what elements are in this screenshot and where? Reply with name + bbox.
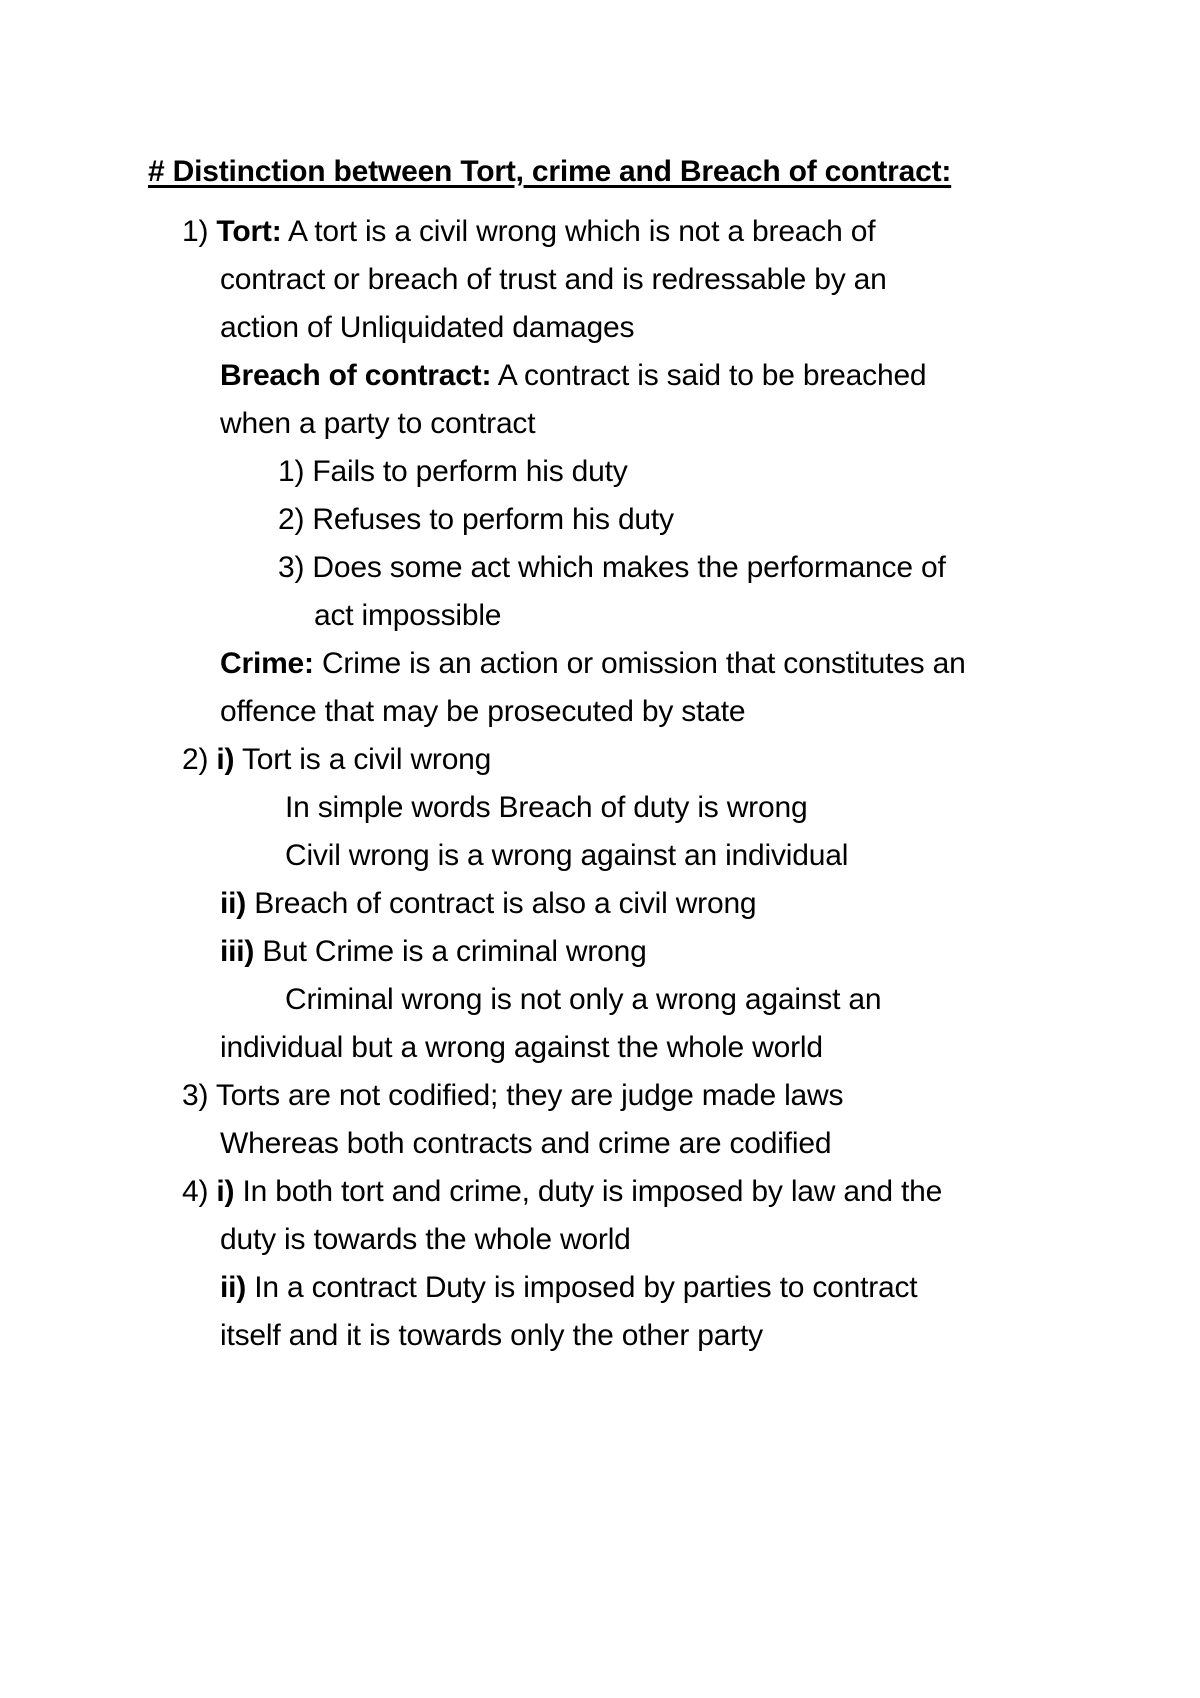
page-title: # Distinction between Tort, crime and Breach of contract:: [148, 155, 952, 188]
point-ii-line: [220, 884, 756, 924]
point-iii-line-2: Criminal wrong is not only a wrong against an: [285, 983, 882, 1016]
section-3-number: 3): [182, 1079, 209, 1112]
section-4-point-ii-text: In a contract Duty is imposed by parties to contract: [246, 1271, 918, 1304]
point-ii-label: ii): [220, 887, 247, 920]
section-3-line-1: [182, 1076, 843, 1116]
list-item: [278, 452, 628, 492]
tort-label: Tort:: [216, 215, 282, 248]
section-3-line-2: Whereas both contracts and crime are codified: [220, 1127, 832, 1160]
point-iii-line: [220, 932, 647, 972]
section-2-line-1: [182, 740, 491, 780]
point-iii-label: iii): [220, 935, 255, 968]
crime-line-2: offence that may be prosecuted by state: [220, 695, 746, 728]
section-4-point-i-line-2: duty is towards the whole world: [220, 1223, 631, 1256]
point-i-label: i): [216, 743, 235, 776]
point-iii-text: But Crime is a criminal wrong: [254, 935, 647, 968]
section-4-point-i-text: In both tort and crime, duty is imposed by law and the: [234, 1175, 943, 1208]
section-4-point-ii-label: ii): [220, 1271, 247, 1304]
list-item-number: 3): [278, 551, 305, 584]
tort-definition: A tort is a civil wrong which is not a breach of: [281, 215, 876, 248]
section-4-point-i-label: i): [216, 1175, 235, 1208]
list-item-text: Fails to perform his duty: [312, 455, 628, 488]
section-4-point-ii-line-2: itself and it is towards only the other party: [220, 1319, 763, 1352]
tort-definition-line-2: contract or breach of trust and is redressable by an: [220, 263, 887, 296]
section-1-number: 1): [182, 215, 209, 248]
section-4-number: 4): [182, 1175, 209, 1208]
breach-of-contract-label: Breach of contract:: [220, 359, 492, 392]
list-item-number: 2): [278, 503, 305, 536]
crime-label: Crime:: [220, 647, 314, 680]
point-ii-text: Breach of contract is also a civil wrong: [246, 887, 757, 920]
list-item: [278, 500, 674, 540]
section-4-point-ii-line: [220, 1268, 917, 1308]
point-i-text: Tort is a civil wrong: [234, 743, 492, 776]
list-item-text: Refuses to perform his duty: [312, 503, 674, 536]
section-2-number: 2): [182, 743, 209, 776]
list-item: [278, 548, 946, 588]
breach-of-contract-line-2: when a party to contract: [220, 407, 536, 440]
point-iii-line-3: individual but a wrong against the whole world: [220, 1031, 823, 1064]
section-4-line-1: [182, 1172, 942, 1212]
point-i-line-3: Civil wrong is a wrong against an individual: [285, 839, 849, 872]
list-item-text: Does some act which makes the performance of: [312, 551, 946, 584]
list-item-number: 1): [278, 455, 305, 488]
crime-line-1: [220, 644, 966, 684]
tort-definition-line-3: action of Unliquidated damages: [220, 311, 635, 344]
point-i-line-2: In simple words Breach of duty is wrong: [285, 791, 808, 824]
section-3-text: Torts are not codified; they are judge made laws: [215, 1079, 844, 1112]
crime-definition: Crime is an action or omission that constitutes an: [313, 647, 966, 680]
breach-of-contract-definition: A contract is said to be breached: [491, 359, 927, 392]
breach-of-contract-line-1: [220, 356, 926, 396]
section-1-line-1: [182, 212, 875, 252]
list-item-continuation: act impossible: [314, 599, 502, 632]
